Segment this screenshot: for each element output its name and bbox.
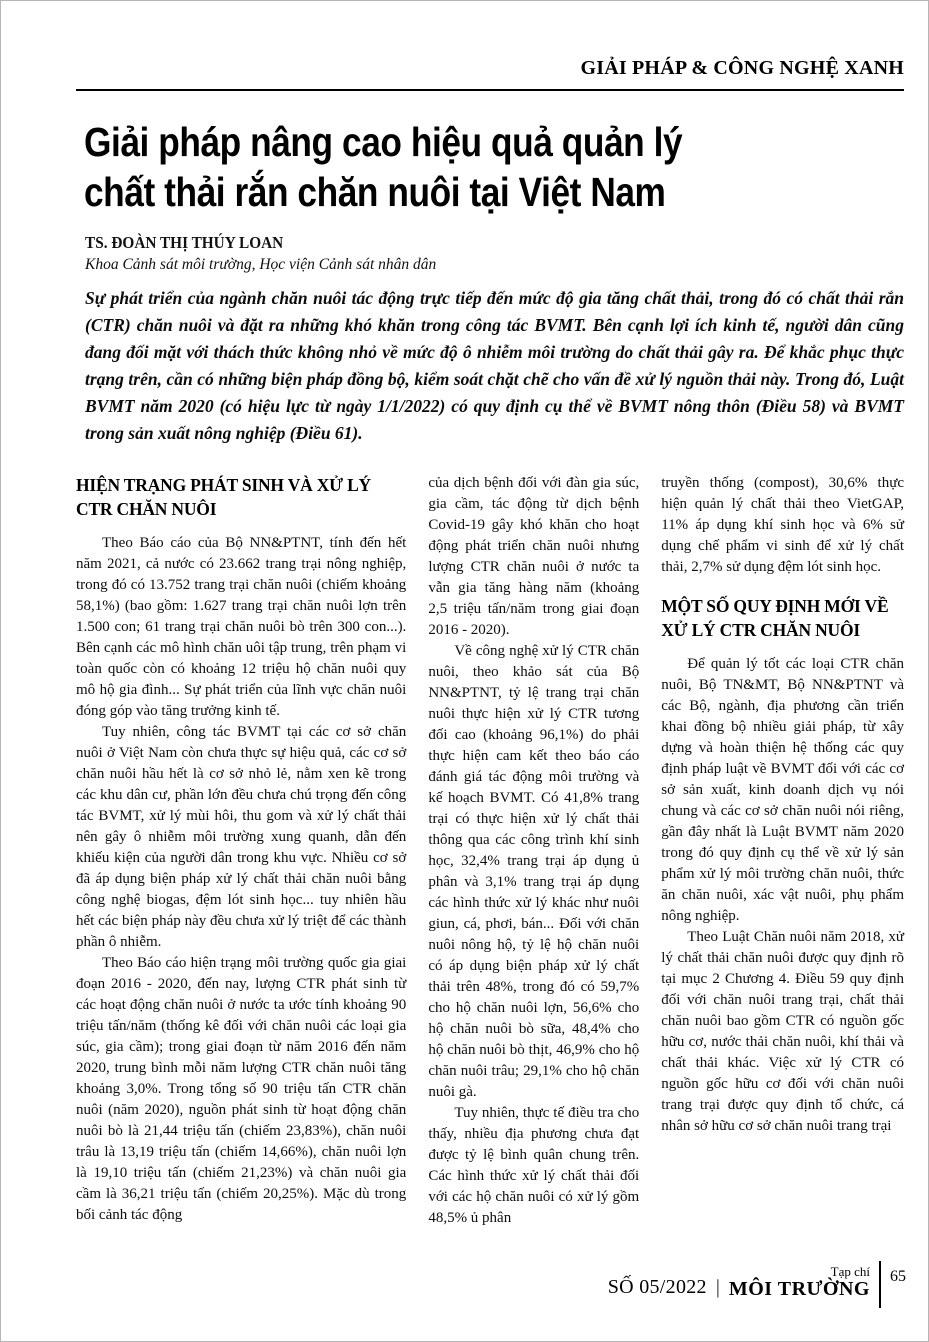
byline: [85, 233, 904, 274]
paragraph: Về công nghệ xử lý CTR chăn nuôi, theo khảo sát của Bộ NN&PTNT, tỷ lệ trang trại chăn nuôi thực hiện xử lý CTR tương đối cao (khoảng 96,1%) do phải thực hiện cam kết theo báo cáo đánh giá tác động môi trường và kế hoạch BVMT. Có 41,8% trang trại có thực hiện xử lý chất thải thông qua các công trình khí sinh học, 32,4% trang trại áp dụng ủ phân và 3,1% trang trại áp dụng các hình thức xử lý khác như nuôi giun, cá, phơi, bán... Đối với chăn nuôi nông hộ, tỷ lệ hộ chăn nuôi có áp dụng biện pháp xử lý chất thải trên 48%, trong đó có 59,7% cho hộ chăn nuôi lợn, 56,6% cho hộ chăn nuôi bò sữa, 48,4% cho hộ chăn nuôi bò thịt, 46,9% cho hộ chăn nuôi trâu; 29,1% cho hộ chăn nuôi gà.: [428, 643, 640, 1100]
abstract: Sự phát triển của ngành chăn nuôi tác động trực tiếp đến mức độ gia tăng chất thải, trong đó có chất thải rắn (CTR) chăn nuôi và đặt ra những khó khăn trong công tác BVMT. Bên cạnh lợi ích kinh tế, người dân cũng đang đối mặt với thách thức không nhỏ về mức độ ô nhiễm môi trường do chất thải gây ra. Để khắc phục thực trạng trên, cần có những biện pháp đồng bộ, kiểm soát chặt chẽ cho vấn đề xử lý nguồn thải này. Trong đó, Luật BVMT năm 2020 (có hiệu lực từ ngày 1/1/2022) có quy định cụ thể về BVMT nông thôn (Điều 58) và BVMT trong sản xuất nông nghiệp (Điều 61).: [85, 288, 904, 443]
section-kicker: GIẢI PHÁP & CÔNG NGHỆ XANH: [580, 57, 904, 79]
column-2: [428, 473, 639, 1229]
paragraph: Theo Báo cáo của Bộ NN&PTNT, tính đến hết năm 2021, cả nước có 23.662 trang trại nông nghiệp, trong đó có 13.752 trang trại chăn nuôi (chiếm khoảng 58,1%) (bao gồm: 1.627 trang trại chăn nuôi lợn trên 1.500 con; 61 trang trại chăn nuôi bò trên 300 con...). Bên cạnh các mô hình chăn uôi tập trung, trên phạm vi toàn quốc còn có khoảng 12 triệu hộ chăn nuôi quy mô hộ gia đình... Sự phát triển của lĩnh vực chăn nuôi đóng góp vào tăng trưởng kinh tế.: [76, 535, 407, 719]
footer-separator: |: [715, 1276, 720, 1298]
paragraph: Để quản lý tốt các loại CTR chăn nuôi, Bộ TN&MT, Bộ NN&PTNT và các Bộ, ngành, địa phương cần triển khai đồng bộ nhiều giải pháp, từ xây dựng và hoàn thiện hệ thống các quy định pháp luật về BVMT đối với các cơ sở sản xuất, kinh doanh dịch vụ nói chung và các cơ sở chăn nuôi nói riêng, gần đây nhất là Luật BVMT năm 2020 trong đó quy định cụ thể về xử lý sản phẩm xử lý môi trường chăn nuôi, thức ăn chăn nuôi, xác vật nuôi, phụ phẩm nông nghiệp.: [661, 656, 904, 924]
footer-magazine-label: Tạp chí: [830, 1264, 870, 1279]
paragraph-continuation: của dịch bệnh đối với đàn gia súc, gia cầm, tác động từ dịch bệnh Covid-19 gây khó khăn cho hoạt động phát triển chăn nuôi nhưng lượng CTR chăn nuôi ở nước ta vẫn gia tăng hàng năm (khoảng 2,5 triệu tấn/năm trong giai đoạn 2016 - 2020).: [428, 475, 640, 638]
paragraph: Tuy nhiên, công tác BVMT tại các cơ sở chăn nuôi ở Việt Nam còn chưa thực sự hiệu quả, các cơ sở chăn nuôi hầu hết là cơ sở nhỏ lẻ, nằm xen kẽ trong các khu dân cư, phần lớn đều chưa chú trọng đến công tác BVMT, xử lý mùi hôi, thu gom và xử lý chất thải nên gây ô nhiễm môi trường xung quanh, dẫn đến khiếu kiện của người dân trong khu vực. Nhiều cơ sở đã áp dụng biện pháp xử lý chất thải chăn nuôi bằng công nghệ biogas, đệm lót sinh học... tuy nhiên hầu hết các biện pháp này đều chưa xử lý triệt để các thành phần ô nhiễm.: [76, 724, 407, 950]
footer-issue: SỐ 05/2022: [607, 1276, 707, 1298]
paragraph: Tuy nhiên, thực tế điều tra cho thấy, nhiều địa phương chưa đạt được tỷ lệ bình quân chung trên. Các hình thức xử lý chất thải đối với các hộ chăn nuôi có xử lý gồm 48,5% ủ phân: [428, 1105, 640, 1226]
paragraph: Theo Luật Chăn nuôi năm 2018, xử lý chất thải chăn nuôi được quy định rõ tại mục 2 Chương 4. Điều 59 quy định đối với chăn nuôi trang trại, chất thải chăn nuôi bao gồm CTR có nguồn gốc hữu cơ, nước thải chăn nuôi, khí thải và chất thải khác. Việc xử lý CTR có nguồn gốc hữu cơ đối với chăn nuôi trang trại được quy định tổ chức, cá nhân sở hữu cơ sở chăn nuôi trang trại: [661, 929, 904, 1134]
page-footer: [608, 1261, 906, 1308]
footer-page-number: 65: [890, 1268, 906, 1285]
article-title: [84, 117, 789, 217]
author-affiliation: Khoa Cảnh sát môi trường, Học viện Cảnh sát nhân dân: [85, 256, 437, 273]
author-name: TS. ĐOÀN THỊ THÚY LOAN: [85, 233, 284, 252]
footer-magazine-name: MÔI TRƯỜNG: [728, 1278, 870, 1300]
article-title-line1: Giải pháp nâng cao hiệu quả quản lý: [84, 119, 683, 165]
article-title-line2: chất thải rắn chăn nuôi tại Việt Nam: [84, 169, 666, 215]
section-heading-quy-dinh: MỘT SỐ QUY ĐỊNH MỚI VỀ XỬ LÝ CTR CHĂN NUÔI: [661, 596, 889, 640]
footer-magazine: [729, 1265, 870, 1308]
article-body: [76, 473, 904, 1229]
paragraph: Theo Báo cáo hiện trạng môi trường quốc gia giai đoạn 2016 - 2020, đến nay, lượng CTR phát sinh từ các hoạt động chăn nuôi ở nước ta ước tính khoảng 90 triệu tấn/năm (thống kê đối với chăn nuôi các loại gia súc, gia cầm); trong giai đoạn từ năm 2016 đến năm 2020, trung bình mỗi năm lượng CTR chăn nuôi tăng khoảng 3,0%. Trong tổng số 90 triệu tấn CTR chăn nuôi (năm 2020), nguồn phát sinh từ hoạt động chăn nuôi bò là 21,44 triệu tấn (chiếm 23,83%), chăn nuôi trâu là 13,19 triệu tấn (chiếm 14,66%), chăn nuôi lợn là 19,10 triệu tấn (chiếm 21,23%) và chăn nuôi gia cầm là 36,21 triệu tấn (chiếm 20,25%). Mặc dù trong bối cảnh tác động: [76, 955, 407, 1223]
paragraph-continuation: truyền thống (compost), 30,6% thực hiện quản lý chất thải theo VietGAP, 11% áp dụng khí sinh học và 6% sử dụng chế phẩm vi sinh để xử lý chất thải, 2,7% sử dụng đệm lót sinh học.: [661, 475, 904, 575]
column-1: [76, 473, 406, 1229]
header-rule: [76, 89, 904, 91]
section-heading-hien-trang: HIỆN TRẠNG PHÁT SINH VÀ XỬ LÝ CTR CHĂN NUÔI: [76, 475, 371, 519]
page-content: [1, 57, 928, 1229]
footer-divider-bar: [879, 1261, 881, 1308]
column-3: [661, 473, 904, 1229]
